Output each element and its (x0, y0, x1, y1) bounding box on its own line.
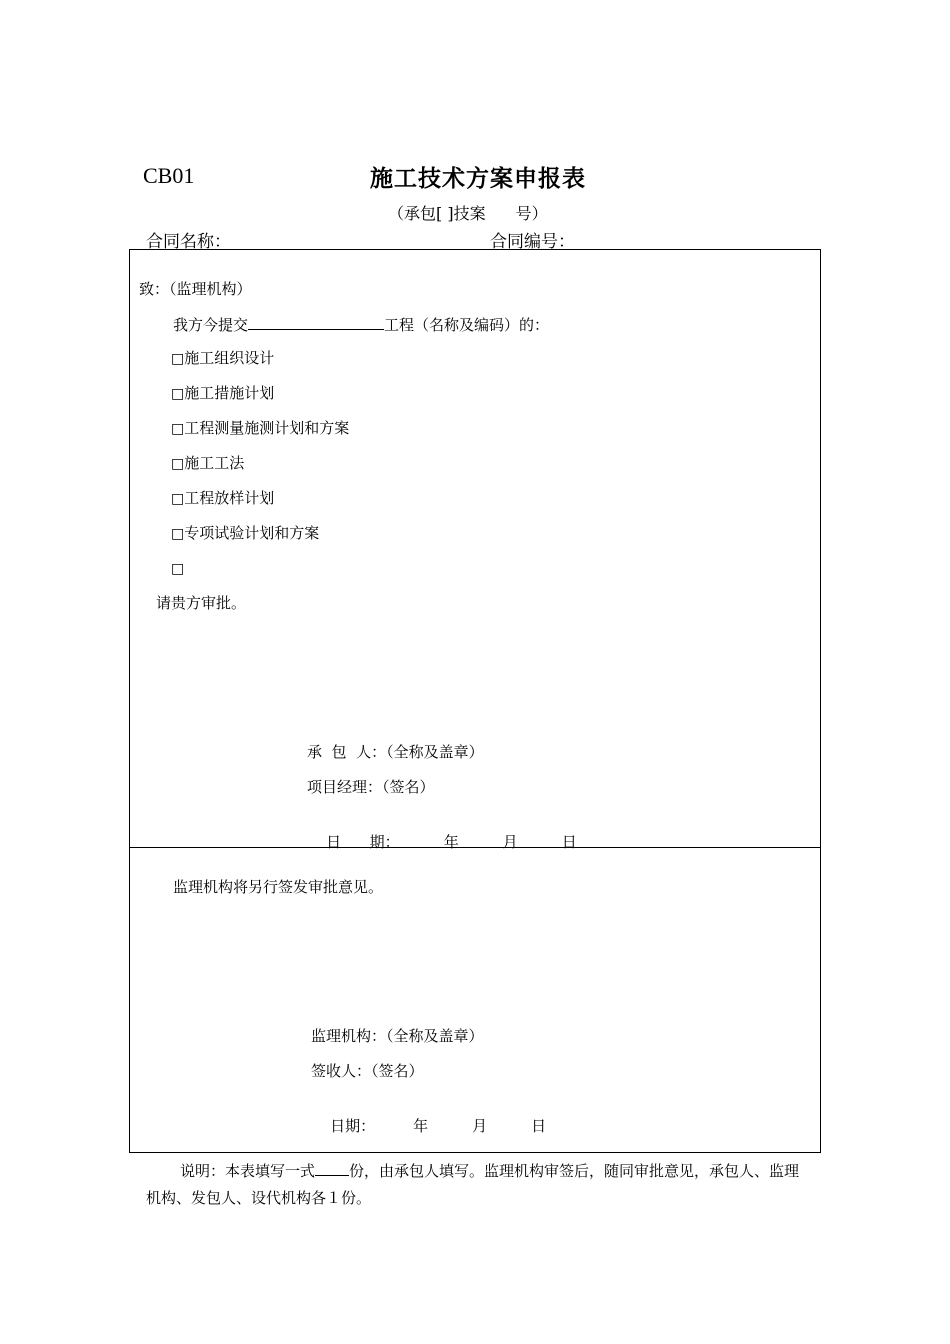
option-item[interactable] (171, 488, 274, 509)
option-item[interactable] (171, 383, 274, 404)
submit-line (173, 314, 549, 335)
checkbox-icon[interactable]: □ (171, 526, 185, 542)
option-item[interactable] (171, 558, 184, 579)
option-label: 工程测量施测计划和方案 (184, 419, 350, 437)
manager-label: 项目经理：（签名） (307, 778, 435, 796)
checkbox-icon[interactable]: □ (171, 561, 185, 577)
option-label: 施工组织设计 (184, 349, 275, 367)
supervision-statement: 监理机构将另行签发审批意见。 (173, 878, 384, 896)
checkbox-icon[interactable]: □ (171, 351, 185, 367)
subtitle-right: 号） (515, 204, 548, 223)
option-item[interactable] (171, 523, 319, 544)
option-label: 专项试验计划和方案 (184, 524, 320, 542)
date-row-2 (311, 1096, 546, 1156)
note-prefix: 说明：本表填写一式 (180, 1162, 316, 1180)
receiver-label: 签收人：（签名） (311, 1062, 424, 1080)
submit-suffix: 工程（名称及编码）的： (384, 316, 550, 334)
date-label: 日 期： (326, 833, 400, 851)
contractor-label: 承 包 人：（全称及盖章） (307, 743, 484, 761)
subtitle-left: （承包[ ]技案 (388, 204, 486, 223)
checkbox-icon[interactable]: □ (171, 456, 185, 472)
form-subtitle (388, 201, 548, 224)
date-day: 日 (561, 833, 577, 851)
date-month: 月 (502, 833, 518, 851)
addressee: 致：（监理机构） (139, 280, 252, 298)
checkbox-icon[interactable]: □ (171, 491, 185, 507)
option-item[interactable] (171, 418, 349, 439)
form-code: CB01 (143, 163, 195, 188)
checkbox-icon[interactable]: □ (171, 421, 185, 437)
note-suffix: 份，由承包人填写。监理机构审签后，随同审批意见，承包人、监理机构、发包人、设代机构各１份。 (146, 1162, 800, 1207)
project-name-field[interactable] (248, 314, 384, 330)
approval-request: 请贵方审批。 (156, 594, 247, 612)
form-box (129, 249, 821, 1153)
option-label: 施工工法 (184, 454, 245, 472)
option-item[interactable] (171, 453, 244, 474)
date-month-2: 月 (472, 1117, 488, 1135)
page-title: 施工技术方案申报表 (370, 165, 586, 192)
date-day-2: 日 (531, 1117, 547, 1135)
date-year: 年 (443, 833, 459, 851)
submit-prefix: 我方今提交 (173, 316, 249, 334)
agency-label: 监理机构：（全称及盖章） (311, 1027, 484, 1045)
checkbox-icon[interactable]: □ (171, 386, 185, 402)
date-row (307, 812, 577, 872)
footnote (146, 1158, 811, 1212)
copies-field[interactable] (315, 1161, 349, 1176)
date-label-2: 日期： (330, 1117, 376, 1135)
option-label: 施工措施计划 (184, 384, 275, 402)
contract-name-label: 合同名称： (146, 232, 231, 252)
contract-no-label: 合同编号： (490, 232, 575, 252)
option-label: 工程放样计划 (184, 489, 275, 507)
section-divider (130, 847, 820, 848)
date-year-2: 年 (413, 1117, 429, 1135)
option-item[interactable] (171, 348, 274, 369)
